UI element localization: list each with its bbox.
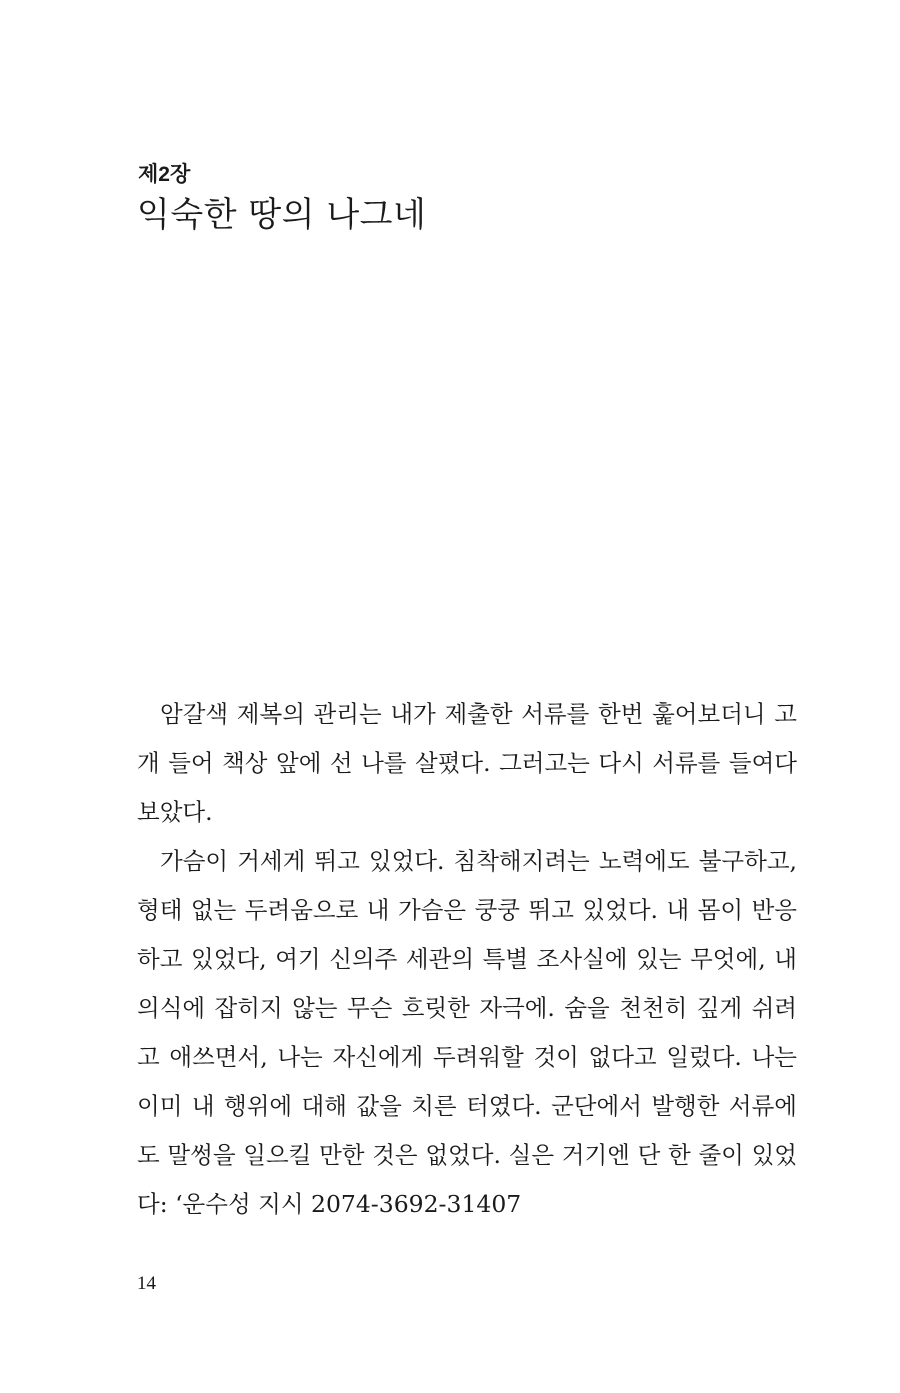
chapter-label: 제2장 <box>138 163 191 186</box>
chapter-title: 익숙한 땅의 나그네 <box>137 195 427 235</box>
paragraph-1: 암갈색 제복의 관리는 내가 제출한 서류를 한번 훑어보더니 고개 들어 책상 앞에 선 나를 살폈다. 그러고는 다시 서류를 들여다보았다. <box>137 700 797 826</box>
paragraph-2: 가슴이 거세게 뛰고 있었다. 침착해지려는 노력에도 불구하고, 형태 없는 두려움으로 내 가슴은 쿵쿵 뛰고 있었다. 내 몸이 반응하고 있었다, 여기 신의주 세관의 특별 조사실에 있는 무엇에, 내 의식에 잡히지 않는 무슨 흐릿한 자극에. 숨을 천천히 깊게 쉬려고 애쓰면서, 나는 자신에게 두려워할 것이 없다고 일렀다. 나는 이미 내 행위에 대해 값을 치른 터였다. 군단에서 발행한 서류에도 말썽을 일으킬 만한 것은 없었다. 실은 거기엔 단 한 줄이 있었다: ‘운수성 지시 2074-3692-31407 <box>137 847 797 1218</box>
body-text <box>137 690 797 1229</box>
page-number: 14 <box>137 1273 156 1294</box>
